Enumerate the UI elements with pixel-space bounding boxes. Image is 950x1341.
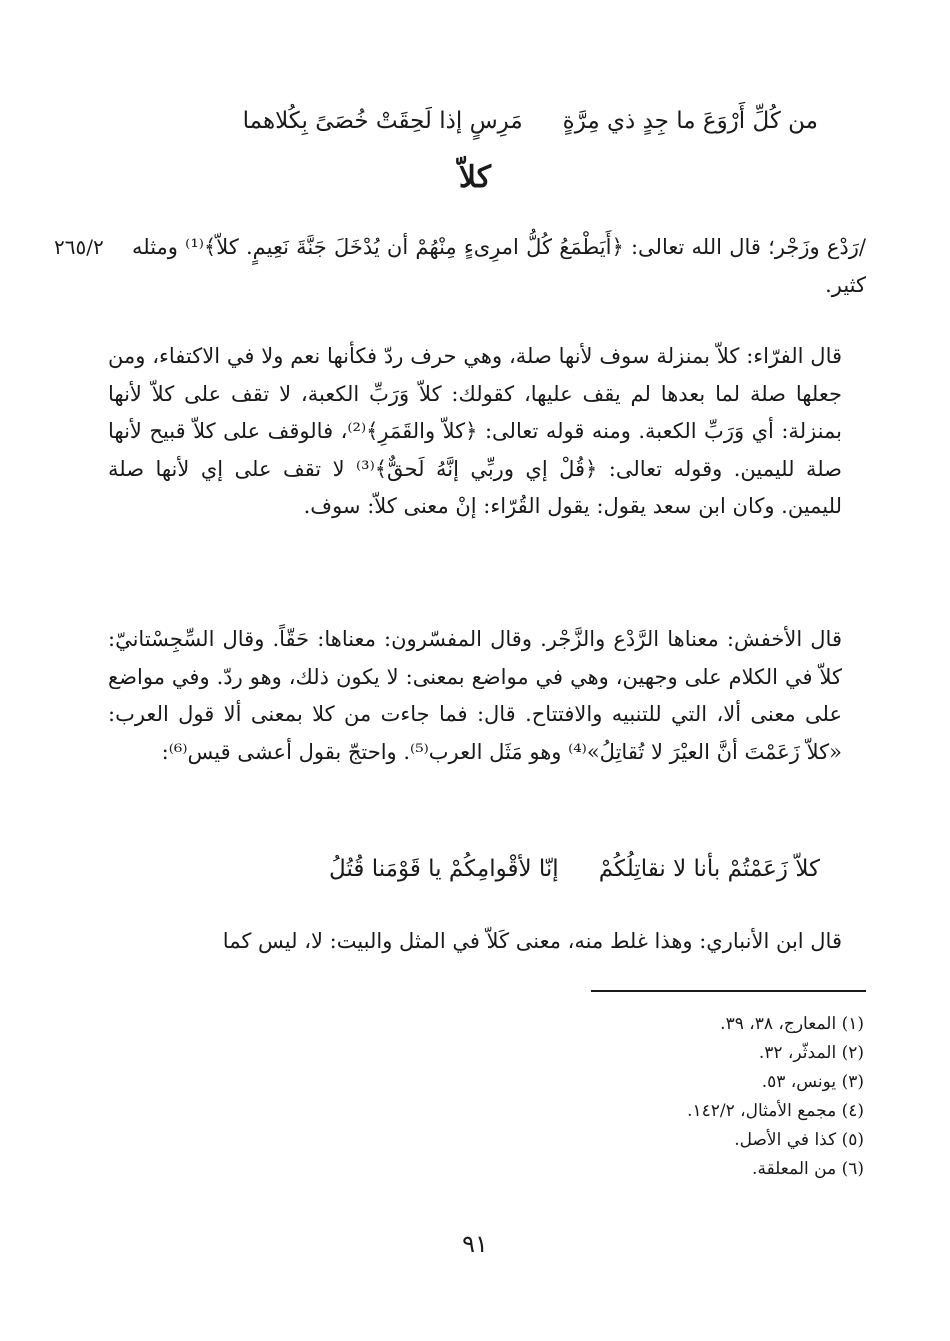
paragraph-definition: /رَدْع وزَجْر؛ قال الله تعالى: ﴿أَيَطْمَعُ كُلُّ امرِىءٍ مِنْهُمْ أن يُدْخَلَ جَنَّةَ نَعِيمٍ. كلاّ﴾⁽¹⁾ ومثله كثير. [132,235,866,297]
paragraph-akhfash: قال الأخفش: معناها الرَّدْع والزَّجْر. وقال المفسّرون: معناها: حَقّاً. وقال السِّجِسْتانيّ: كلاّ في الكلام على وجهين، وهي في مواضع بمعنى: لا يكون ذلك، وهو ردّ. وفي مواضع على معنى ألا، التي للتنبيه والافتتاح. قال: فما جاءت من كلا بمعنى ألا قول العرب: «كلاّ زَعَمْتَ أنَّ العيْرَ لا تُقاتِلُ»⁽⁴⁾ وهو مَثَل العرب⁽⁵⁾. واحتجّ بقول أعشى قيس⁽⁶⁾: [108,627,842,764]
paragraph-farra: قال الفرّاء: كلاّ بمنزلة سوف لأنها صلة، وهي حرف ردّ فكأنها نعم ولا في الاكتفاء، ومن جعلها صلة لما بعدها لم يقف عليها، كقولك: كلاّ وَرَبِّ الكعبة، لا تقف على كلاّ لأنها بمنزلة: أي وَرَبِّ الكعبة. ومنه قوله تعالى: ﴿كلاّ والقَمَرِ﴾⁽²⁾، فالوقف على كلاّ قبيح لأنها صلة لليمين. وقوله تعالى: ﴿قُلْ إي وربِّي إنَّهُ لَحقٌّ﴾⁽³⁾ لا تقف على إي لأنها صلة لليمين. وكان ابن سعد يقول: يقول القُرّاء: إنْ معنى كلاّ: سوف. [108,344,843,518]
footnotes [464,1010,864,1184]
footnote-item: (٦) من المعلقة. [752,1159,864,1179]
footnote-item: (٢) المدثّر، ٣٢. [758,1043,864,1063]
page-number: ٩١ [462,1230,488,1258]
verse-hemistich-right: من كُلِّ أَرْوَعَ ما جِدٍ ذي مِرَّةٍ [562,108,818,134]
verse-hemistich-right: كلاّ زَعَمْتُمْ بأنا لا نقاتِلُكُمْ [598,856,820,882]
entry-heading: كلاّ [458,160,492,195]
verse-hemistich-left: مَرِسٍ إذا لَحِقَتْ خُصَىً بِكُلاهما [242,108,523,134]
poetry-verse-middle [200,856,820,882]
verse-hemistich-left: إنّا لأقْوامِكُمْ يا قَوْمَنا قُتُلُ [329,856,559,882]
footnote-item: (٥) كذا في الأصل. [734,1130,864,1150]
footnote-item: (٤) مجمع الأمثال، ١٤٢/٢. [687,1101,864,1121]
poetry-verse-top [118,108,818,134]
margin-reference: ٢٦٥/٢ [54,235,104,259]
footnote-item: (١) المعارج، ٣٨، ٣٩. [720,1014,864,1034]
footnote-item: (٣) يونس، ٥٣. [761,1072,864,1092]
footnote-divider [591,990,866,992]
paragraph-anbari: قال ابن الأنباري: وهذا غلط منه، معنى كَلاّ في المثل والبيت: لا، ليس كما [222,929,842,953]
